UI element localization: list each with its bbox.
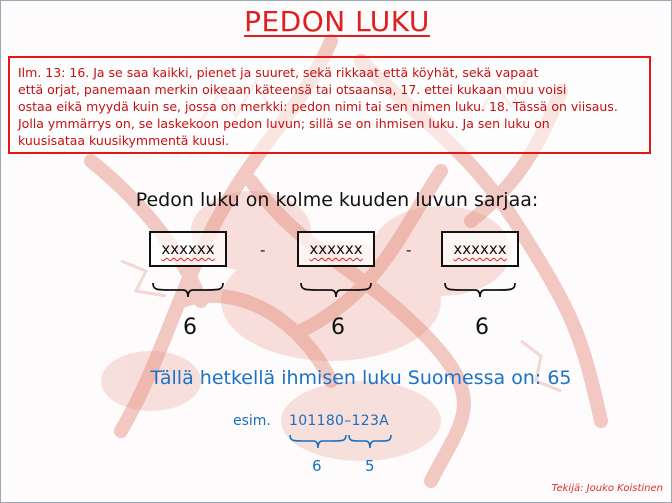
digit-box-text: xxxxxx	[453, 240, 507, 258]
current-number-text: Tällä hetkellä ihmisen luku Suomessa on: 65	[150, 367, 572, 389]
curly-brace-3	[443, 281, 517, 299]
separator-dash-2: -	[406, 241, 412, 259]
count-label-1: 6	[183, 315, 197, 340]
curly-brace-2	[299, 281, 373, 299]
example-brace-2	[347, 433, 395, 451]
digit-box-text: xxxxxx	[161, 240, 215, 258]
example-count-2: 5	[365, 457, 375, 475]
curly-brace-1	[151, 281, 225, 299]
count-label-2: 6	[331, 315, 345, 340]
quote-line: kuusisataa kuusikymmentä kuusi.	[18, 133, 230, 148]
quote-line: Jolla ymmärrys on, se laskekoon pedon luvun; sillä se on ihmisen luku. Ja sen luku on	[18, 116, 550, 131]
example-label: esim.	[233, 413, 271, 429]
example-count-1: 6	[312, 457, 322, 475]
series-heading: Pedon luku on kolme kuuden luvun sarjaa:	[135, 189, 539, 211]
example-brace-1	[288, 433, 350, 451]
example-code: 101180–123A	[289, 413, 390, 429]
quote-line: Ilm. 13: 16. Ja se saa kaikki, pienet ja suuret, sekä rikkaat että köyhät, sekä vapaat	[18, 65, 539, 80]
digit-box-text: xxxxxx	[309, 240, 363, 258]
page-title: PEDON LUKU	[244, 5, 430, 38]
quote-line: ostaa eikä myydä kuin se, jossa on merkki: pedon nimi tai sen nimen luku. 18. Tässä on viisaus.	[18, 99, 618, 114]
count-label-3: 6	[475, 315, 489, 340]
author-credit: Tekijä: Jouko Koistinen	[551, 483, 663, 494]
digit-box-3	[441, 231, 519, 267]
scripture-quote-box	[8, 56, 651, 154]
quote-line: että orjat, panemaan merkin oikeaan käteensä tai otsaansa, 17. ettei kukaan muu voisi	[18, 82, 567, 97]
digit-box-1	[149, 231, 227, 267]
digit-box-2	[297, 231, 375, 267]
separator-dash-1: -	[260, 241, 266, 259]
